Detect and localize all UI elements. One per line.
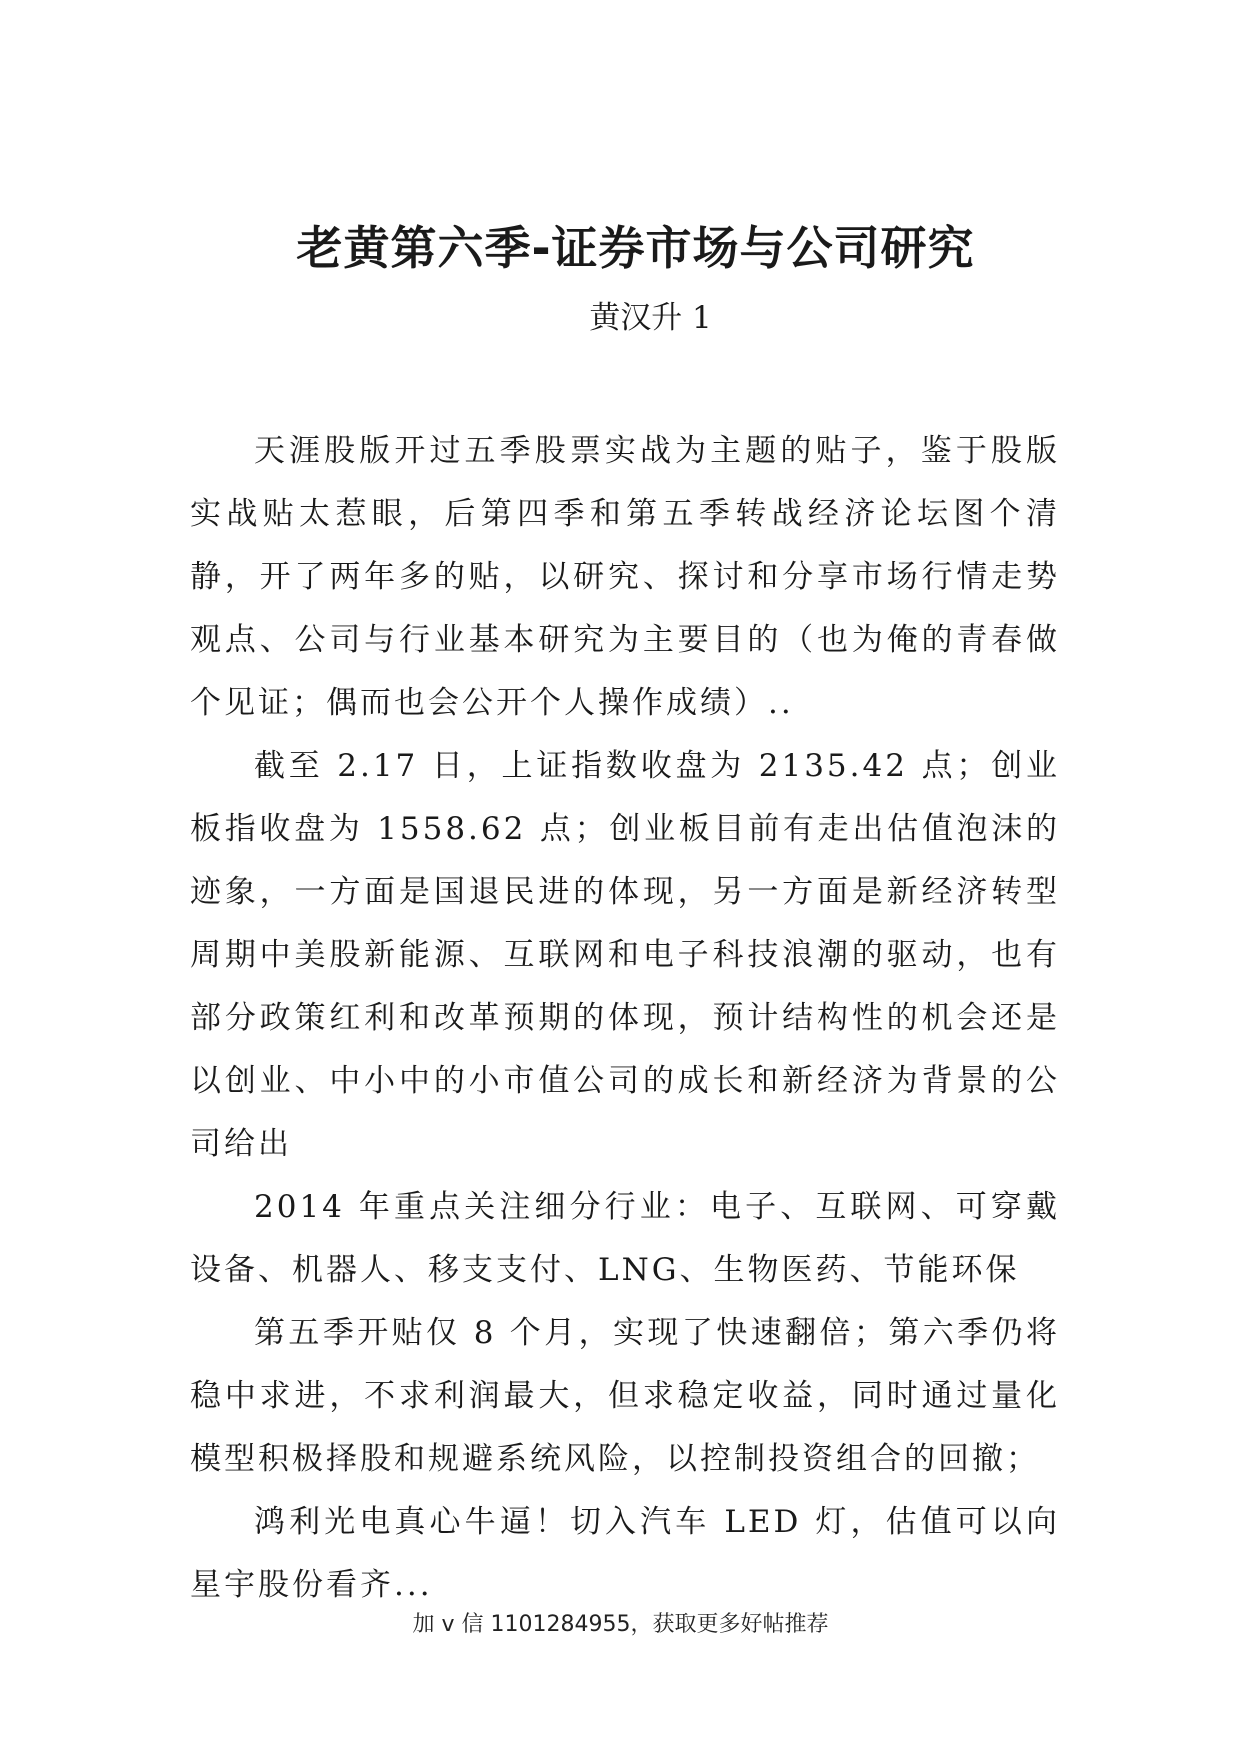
footer-note: 加 v 信 1101284955，获取更多好帖推荐 bbox=[412, 1612, 829, 1637]
body-text bbox=[190, 420, 1060, 1617]
paragraph-intro: 天涯股版开过五季股票实战为主题的贴子，鉴于股版实战贴太惹眼，后第四季和第五季转战经济论坛图个清静，开了两年多的贴，以研究、探讨和分享市场行情走势观点、公司与行业基本研究为主要目的（也为俺的青春做个见证；偶而也会公开个人操作成绩）.. bbox=[190, 433, 1060, 721]
paragraph-stock-note: 鸿利光电真心牛逼！切入汽车 LED 灯，估值可以向星宇股份看齐... bbox=[190, 1504, 1060, 1603]
paragraph-focus-sectors: 2014 年重点关注细分行业：电子、互联网、可穿戴设备、机器人、移支支付、LNG、生物医药、节能环保 bbox=[190, 1189, 1060, 1288]
author-line: 黄汉升 1 bbox=[589, 300, 712, 336]
paragraph-strategy: 第五季开贴仅 8 个月，实现了快速翻倍；第六季仍将稳中求进，不求利润最大，但求稳定收益，同时通过量化模型积极择股和规避系统风险，以控制投资组合的回撤； bbox=[190, 1315, 1060, 1477]
paragraph-market-status: 截至 2.17 日，上证指数收盘为 2135.42 点；创业板指收盘为 1558.62 点；创业板目前有走出估值泡沫的迹象，一方面是国退民进的体现，另一方面是新经济转型周期中美股新能源、互联网和电子科技浪潮的驱动，也有部分政策红利和改革预期的体现，预计结构性的机会还是以创业、中小中的小市值公司的成长和新经济为背景的公司给出 bbox=[190, 748, 1060, 1162]
document-title: 老黄第六季-证券市场与公司研究 bbox=[296, 221, 975, 275]
